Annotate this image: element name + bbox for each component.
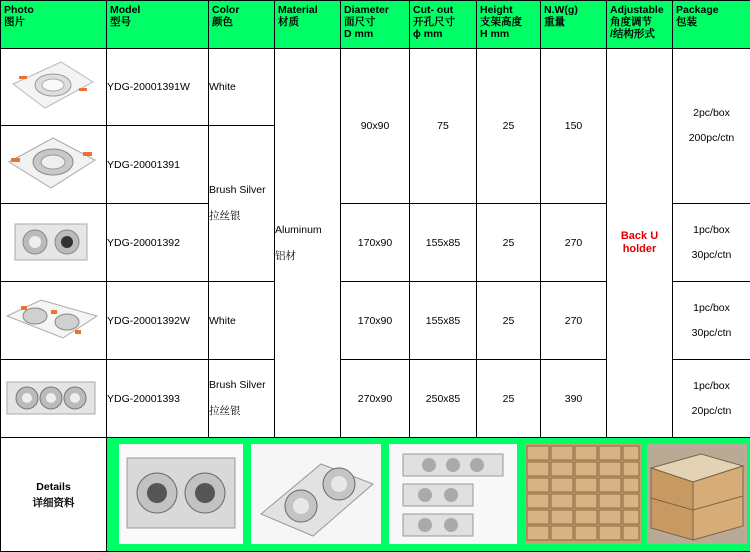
table-row bbox=[1, 49, 750, 126]
header-row bbox=[1, 1, 750, 49]
model-cell: YDG-20001392 bbox=[107, 204, 209, 282]
product-photo bbox=[1, 126, 107, 204]
header-photo: Photo 图片 bbox=[1, 1, 107, 49]
diameter-cell: 90x90 bbox=[341, 49, 410, 204]
cutout-cell: 75 bbox=[410, 49, 477, 204]
detail-photo-wrapped-pallet bbox=[647, 444, 747, 544]
diameter-cell: 170x90 bbox=[341, 204, 410, 282]
detail-photo-double-angle bbox=[251, 444, 381, 544]
header-nw: N.W(g) 重量 bbox=[541, 1, 607, 49]
height-cell: 25 bbox=[477, 204, 541, 282]
header-color: Color 颜色 bbox=[209, 1, 275, 49]
nw-cell: 270 bbox=[541, 282, 607, 360]
package-cell: 1pc/box 30pc/ctn bbox=[673, 204, 750, 282]
diameter-cell: 270x90 bbox=[341, 360, 410, 438]
nw-cell: 270 bbox=[541, 204, 607, 282]
nw-cell: 150 bbox=[541, 49, 607, 204]
detail-photo-double-top bbox=[119, 444, 243, 544]
product-image-double-silver bbox=[1, 208, 101, 278]
product-photo bbox=[1, 49, 107, 126]
header-cutout: Cut- out 开孔尺寸 ɸ mm bbox=[410, 1, 477, 49]
cutout-cell: 155x85 bbox=[410, 204, 477, 282]
header-adjustable: Adjustable 角度调节 /结构形式 bbox=[607, 1, 673, 49]
model-cell: YDG-20001391W bbox=[107, 49, 209, 126]
nw-cell: 390 bbox=[541, 360, 607, 438]
model-cell: YDG-20001393 bbox=[107, 360, 209, 438]
details-row bbox=[1, 438, 750, 552]
product-image-single-silver bbox=[1, 130, 101, 200]
details-photo-strip bbox=[107, 438, 750, 552]
model-cell: YDG-20001392W bbox=[107, 282, 209, 360]
product-photo bbox=[1, 204, 107, 282]
cutout-cell: 155x85 bbox=[410, 282, 477, 360]
package-cell: 2pc/box 200pc/ctn bbox=[673, 49, 750, 204]
details-label: Details 详细资料 bbox=[1, 438, 107, 552]
model-cell: YDG-20001391 bbox=[107, 126, 209, 204]
header-model: Model 型号 bbox=[107, 1, 209, 49]
height-cell: 25 bbox=[477, 282, 541, 360]
cutout-cell: 250x85 bbox=[410, 360, 477, 438]
product-photo bbox=[1, 282, 107, 360]
color-cell: Brush Silver 拉丝银 bbox=[209, 360, 275, 438]
product-photo bbox=[1, 360, 107, 438]
color-cell: White bbox=[209, 282, 275, 360]
material-cell: Aluminum 铝材 bbox=[275, 49, 341, 438]
product-image-triple-silver bbox=[1, 364, 101, 434]
height-cell: 25 bbox=[477, 49, 541, 204]
product-image-double-white bbox=[1, 286, 101, 356]
adjustable-cell: Back U holder bbox=[607, 49, 673, 438]
package-cell: 1pc/box 30pc/ctn bbox=[673, 282, 750, 360]
diameter-cell: 170x90 bbox=[341, 282, 410, 360]
color-cell: Brush Silver 拉丝银 bbox=[209, 126, 275, 282]
header-package: Package 包装 bbox=[673, 1, 750, 49]
height-cell: 25 bbox=[477, 360, 541, 438]
header-diameter: Diameter 面尺寸 D mm bbox=[341, 1, 410, 49]
detail-photo-stacked-units bbox=[389, 444, 517, 544]
color-cell: White bbox=[209, 49, 275, 126]
header-material: Material 材质 bbox=[275, 1, 341, 49]
detail-photo-carton-stack bbox=[525, 444, 641, 544]
package-cell: 1pc/box 20pc/ctn bbox=[673, 360, 750, 438]
header-height: Height 支架高度 H mm bbox=[477, 1, 541, 49]
product-image-single-white bbox=[1, 52, 101, 122]
